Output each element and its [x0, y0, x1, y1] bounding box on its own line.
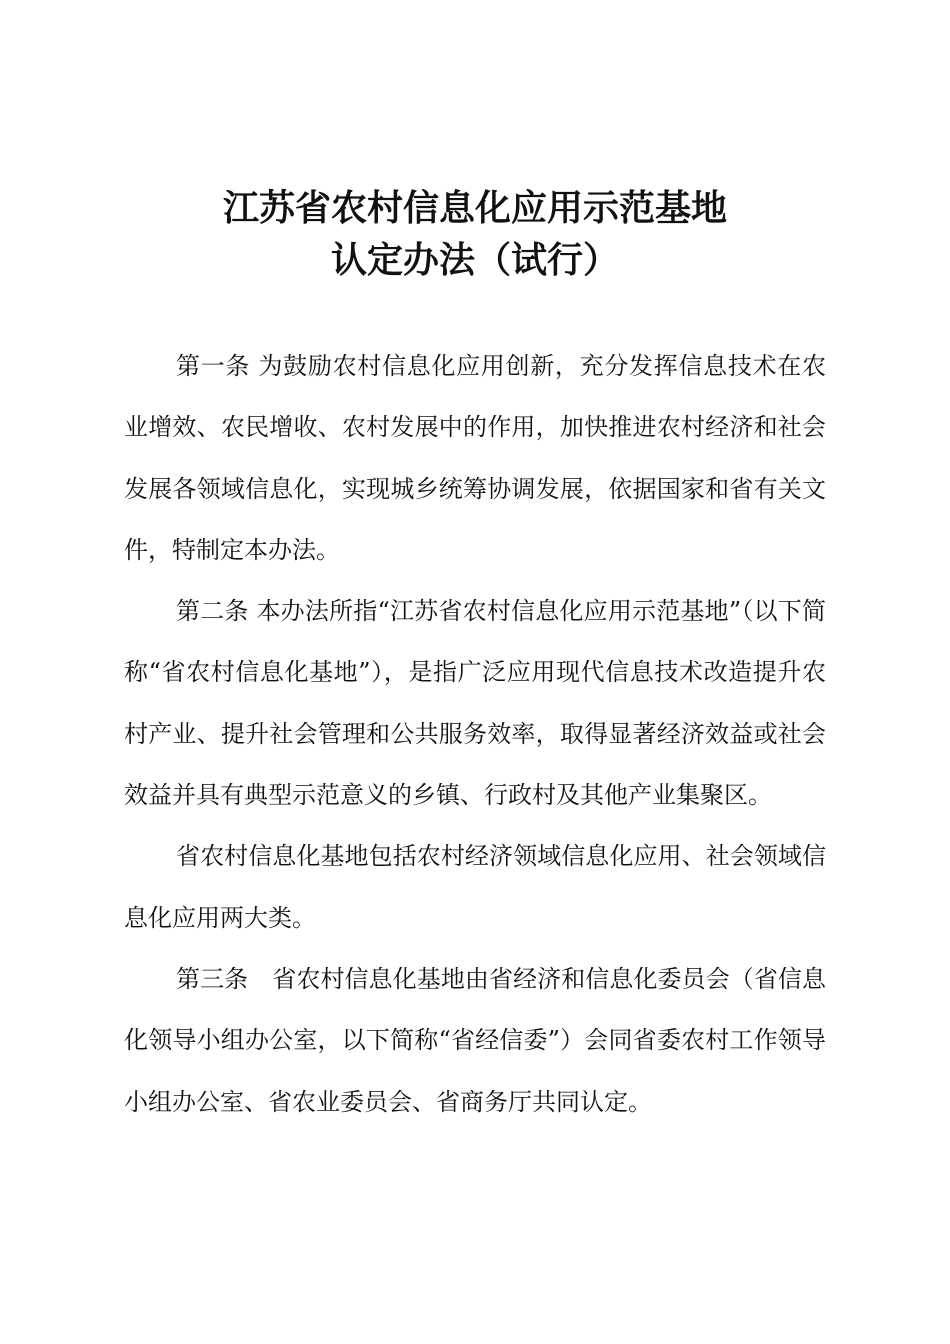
paragraph-article-3: 第三条 省农村信息化基地由省经济和信息化委员会（省信息化领导小组办公室，以下简称“省经信委”）会同省委农村工作领导小组办公室、省农业委员会、省商务厅共同认定。 [124, 964, 826, 1116]
document-body [124, 336, 826, 1133]
paragraph-article-2-categories: 省农村信息化基地包括农村经济领域信息化应用、社会领域信息化应用两大类。 [124, 842, 826, 932]
paragraph-article-2: 第二条 本办法所指“江苏省农村信息化应用示范基地”（以下简称“省农村信息化基地”），是指广泛应用现代信息技术改造提升农村产业、提升社会管理和公共服务效率，取得显著经济效益或社会效益并具有典型示范意义的乡镇、行政村及其他产业集聚区。 [124, 597, 826, 810]
document-title-line-2: 认定办法（试行） [330, 239, 619, 281]
paragraph-article-1: 第一条 为鼓励农村信息化应用创新，充分发挥信息技术在农业增效、农民增收、农村发展中的作用，加快推进农村经济和社会发展各领域信息化，实现城乡统筹协调发展，依据国家和省有关文件，特制定本办法。 [124, 352, 826, 564]
document-title-line-1: 江苏省农村信息化应用示范基地 [222, 187, 727, 229]
